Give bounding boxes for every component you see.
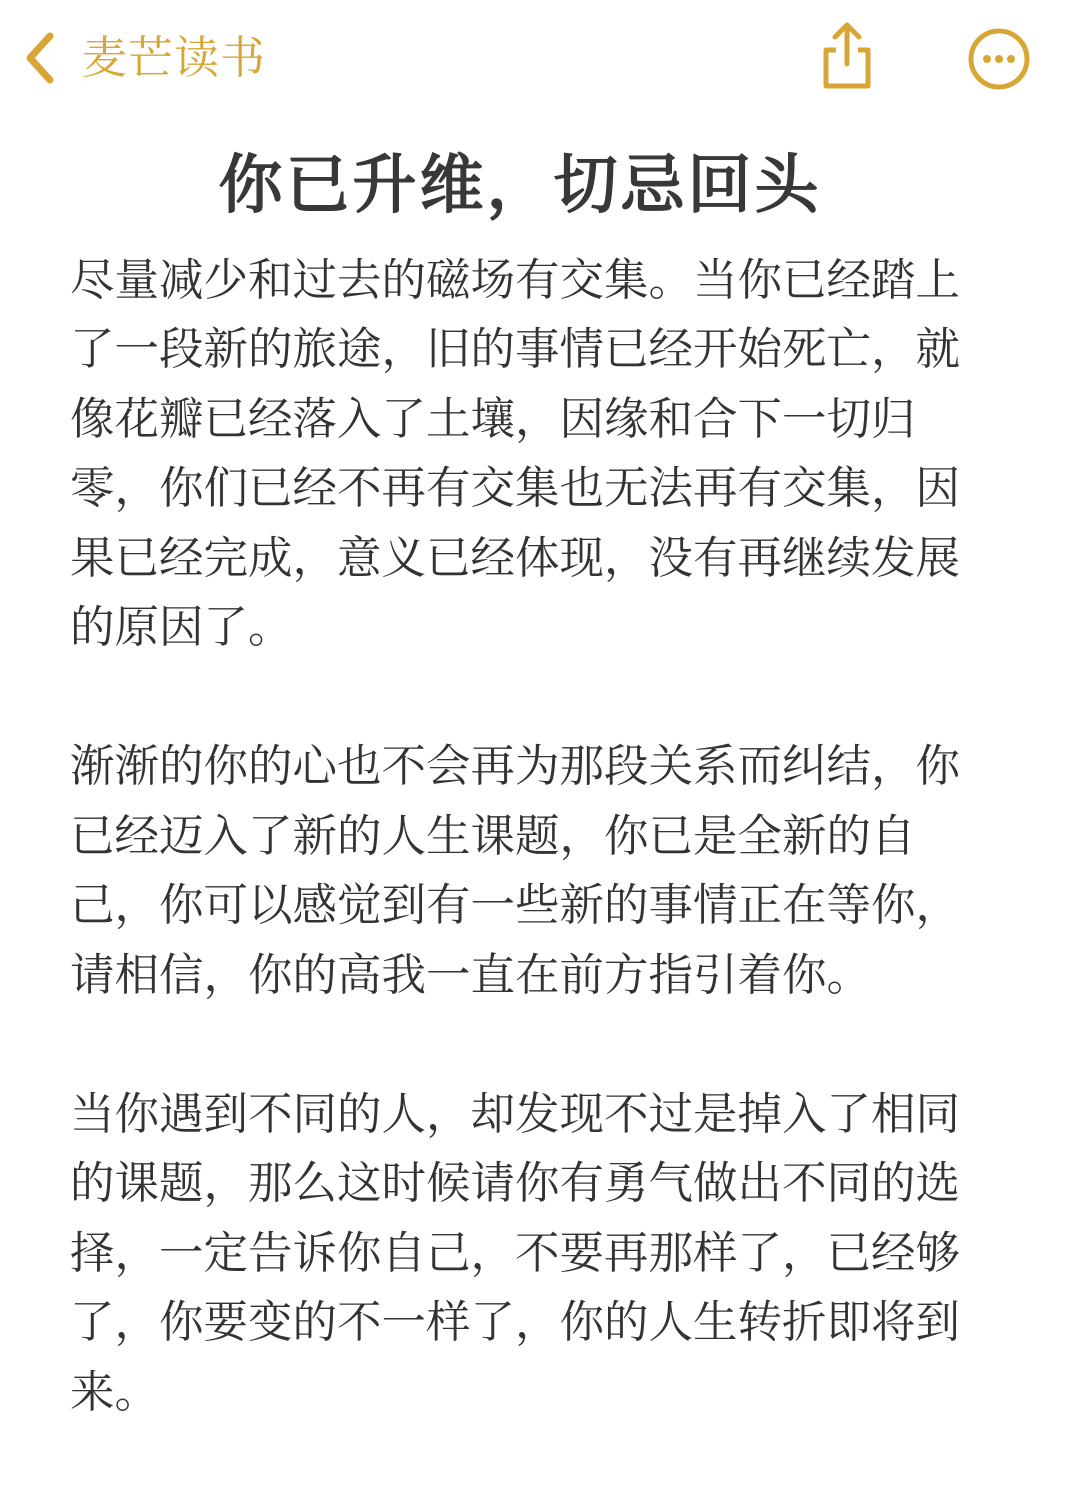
back-button[interactable] <box>20 22 266 94</box>
back-button-label: 麦芒读书 <box>82 31 267 84</box>
note-paragraph: 尽量减少和过去的磁场有交集。当你已经踏上了一段新的旅途，旧的事情已经开始死亡，就像花瓣已经落入了土壤，因缘和合下一切归零，你们已经不再有交集也无法再有交集，因果已经完成，意义已经体现，没有再继续发展的原因了。 <box>70 255 961 654</box>
note-title: 你已升维，切忌回头 <box>218 149 822 223</box>
note-paragraph: 当你遇到不同的人，却发现不过是掉入了相同的课题，那么这时候请你有勇气做出不同的选择，一定告诉你自己，不要再那样了，已经够了，你要变的不一样了，你的人生转折即将到来。 <box>70 1089 961 1418</box>
more-icon <box>966 26 1032 92</box>
navigation-bar <box>0 0 1080 118</box>
share-button[interactable] <box>814 20 880 92</box>
more-button[interactable] <box>966 26 1032 92</box>
note-paragraph: 渐渐的你的心也不会再为那段关系而纠结，你已经迈入了新的人生课题，你已是全新的自己，你可以感觉到有一些新的事情正在等你，请相信，你的高我一直在前方指引着你。 <box>70 741 961 1001</box>
note-body[interactable] <box>70 246 1000 1497</box>
share-icon <box>814 20 880 92</box>
chevron-left-icon <box>20 28 60 88</box>
